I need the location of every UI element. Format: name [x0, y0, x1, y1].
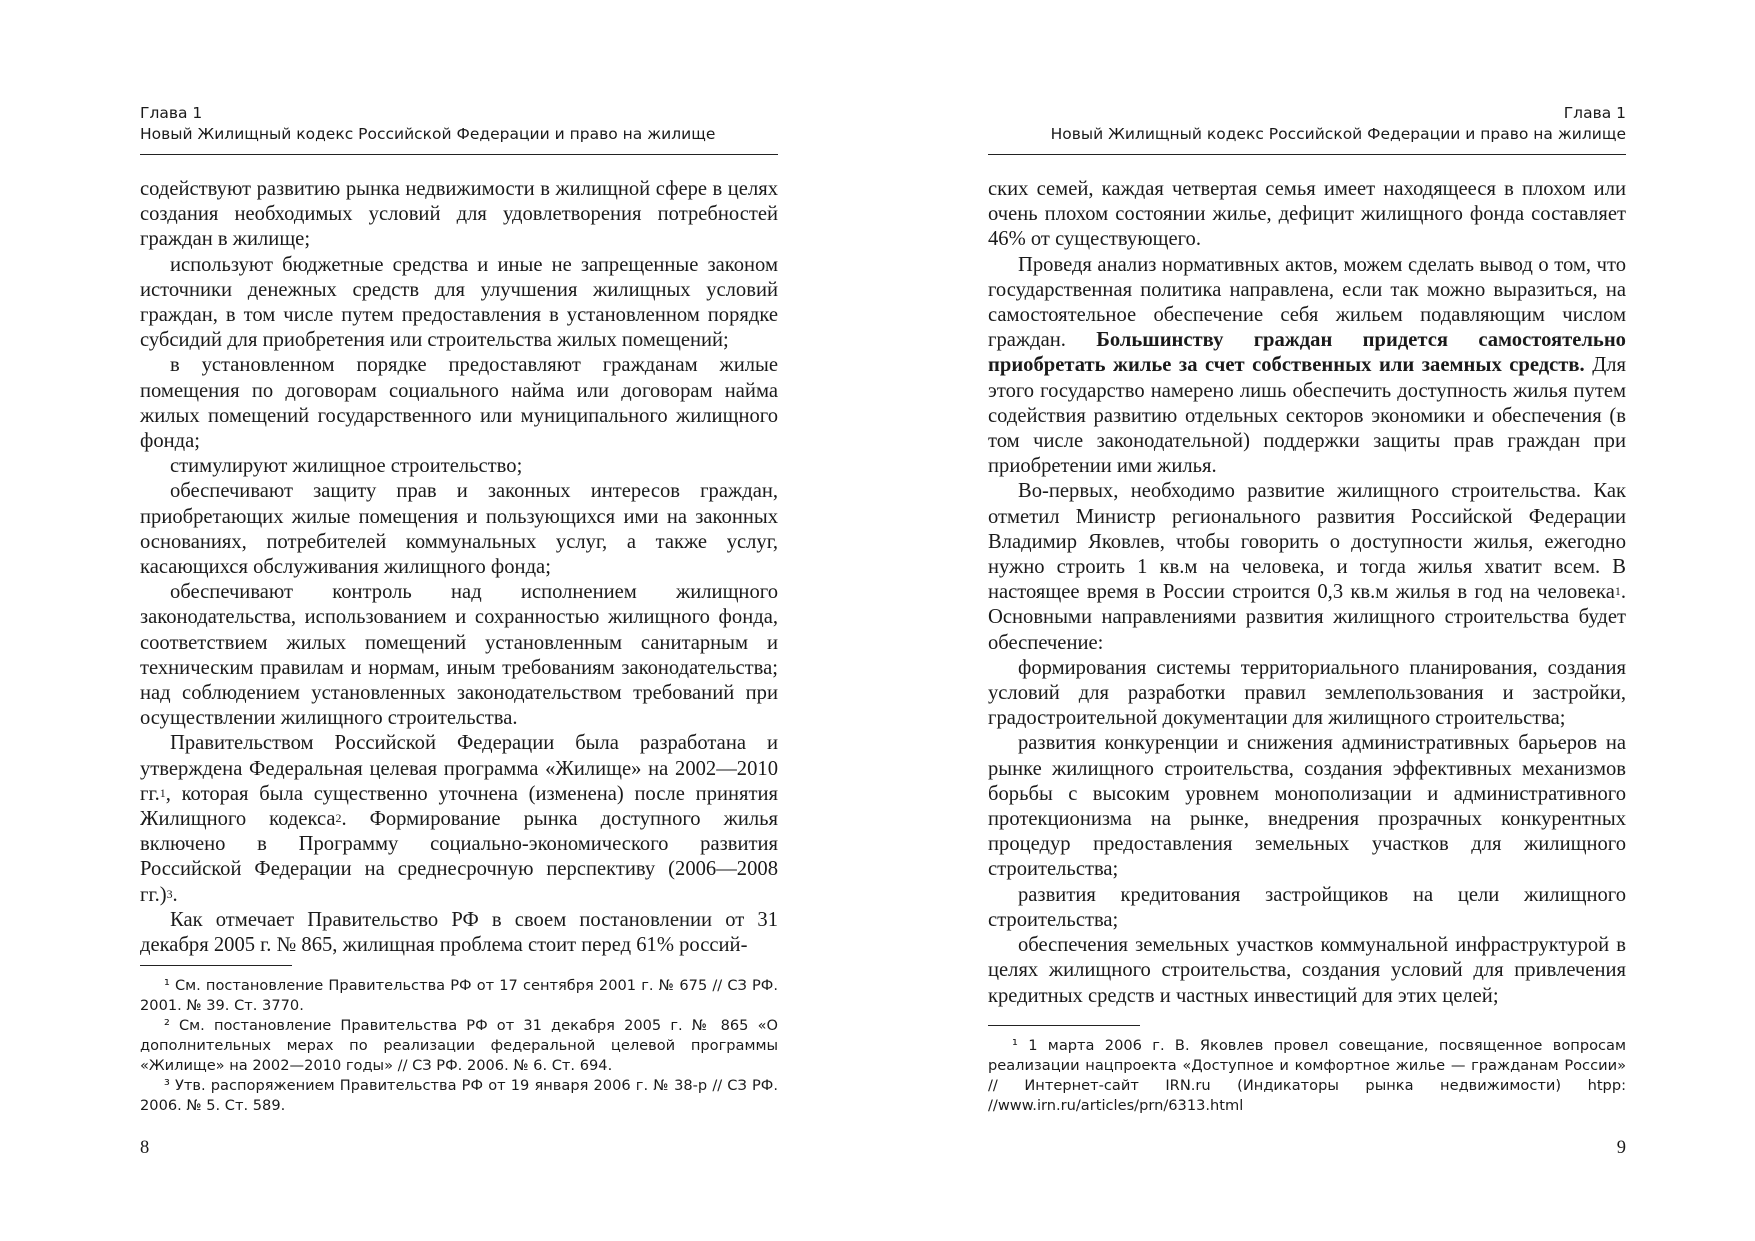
paragraph: используют бюджетные средства и иные не запрещенные законом источники денежных средств для улучшения жилищных условий граждан, в том числе путем предоставления в установленном порядке субсидий для приобретения или строительства жилых помещений;	[140, 253, 778, 352]
paragraph-analysis: Проведя анализ нормативных актов, можем сделать вывод о том, что государственная политика направлена, если так можно выразиться, на самостоятельное обеспечение себя жильем подавляющим числом граждан. Большинству граждан придется самостоятельно приобретать жилье за счет собственных или заемных средств. Для этого государство намерено лишь обеспечить доступность жилья путем содействия развитию отдельных секторов экономики и обеспечения (в том числе законодательной) поддержки защиты прав граждан при приобретении ими жилья.	[988, 253, 1626, 478]
footnotes	[140, 976, 778, 1116]
footnote-rule	[140, 965, 292, 966]
page-number: 8	[140, 1138, 150, 1158]
list-paragraph: формирования системы территориального планирования, создания условий для разработки правил землепользования и застройки, градостроительной документации для жилищного строительства;	[988, 656, 1626, 730]
list-paragraph: развития конкуренции и снижения административных барьеров на рынке жилищного строительства, создания эффективных механизмов борьбы с высоким уровнем монополизации и административного протекционизма на рынке, внедрения прозрачных конкурентных процедур предоставления земельных участков для жилищного строительства;	[988, 732, 1626, 881]
footnote: ¹ 1 марта 2006 г. В. Яковлев провел совещание, посвященное вопросам реализации нацпроекта «Доступное и комфортное жилье — гражданам России» // Интернет-сайт IRN.ru (Индикаторы рынка недвижимости) htpp: //www.irn.ru/articles/prn/6313.html	[988, 1037, 1626, 1114]
chapter-label: Глава 1	[1563, 104, 1626, 122]
body-text	[988, 177, 1626, 1009]
chapter-label: Глава 1	[140, 104, 203, 122]
footnote-ref: 1	[1614, 584, 1621, 599]
footnote-rule	[988, 1025, 1140, 1026]
emphasis-text: Большинству граждан придется самостоятельно приобретать жилье за счет собственных или заемных средств.	[988, 329, 1626, 377]
header-rule	[988, 154, 1626, 155]
paragraph-government-program: Правительством Российской Федерации была разработана и утверждена Федеральная целевая программа «Жилище» на 2002—2010 гг.$^1$, которая была существенно уточнена (изменена) после принятия Жилищного кодекса$^2$. Формирование рынка доступного жилья включено в Программу социально-экономического развития Российской Федерации на среднесрочную перспективу (2006—2008 гг.)$^3$.	[140, 732, 778, 906]
body-text	[140, 177, 778, 958]
paragraph: Как отмечает Правительство РФ в своем постановлении от 31 декабря 2005 г. № 865, жилищная проблема стоит перед 61% россий-	[140, 908, 778, 957]
paragraph: в установленном порядке предоставляют гражданам жилые помещения по договорам социального найма или договорам найма жилых помещений государственного или муниципального жилищного фонда;	[140, 354, 778, 453]
footnote-ref: 3	[166, 886, 173, 901]
list-paragraph: развития кредитования застройщиков на цели жилищного строительства;	[988, 883, 1626, 931]
paragraph: стимулируют жилищное строительство;	[170, 455, 523, 478]
paragraph-first-point: Во-первых, необходимо развитие жилищного строительства. Как отметил Министр регионального развития Российской Федерации Владимир Яковлев, чтобы говорить о доступности жилья, ежегодно нужно строить 1 кв.м на человека, и тогда жилья хватит всем. В настоящее время в России строится 0,3 кв.м жилья в год на человека$^1$. Основными направлениями развития жилищного строительства будет обеспечение:	[988, 480, 1626, 654]
paragraph: обеспечивают защиту прав и законных интересов граждан, приобретающих жилые помещения и пользующихся ими на законных основаниях, потребителей коммунальных услуг, а также услуг, касающихся обслуживания жилищного фонда;	[140, 480, 778, 579]
footnotes	[988, 1036, 1626, 1116]
chapter-title: Новый Жилищный кодекс Российской Федерации и право на жилище	[1050, 124, 1626, 143]
footnote-ref: 2	[335, 811, 342, 826]
list-paragraph: обеспечения земельных участков коммунальной инфраструктурой в целях жилищного строительства, создания условий для привлечения кредитных средств и частных инвестиций для этих целей;	[988, 934, 1626, 1007]
header-rule	[140, 154, 778, 155]
running-header	[988, 103, 1626, 144]
paragraph: ских семей, каждая четвертая семья имеет находящееся в плохом или очень плохом состоянии жилье, дефицит жилищного фонда составляет 46% от существующего.	[988, 178, 1626, 251]
footnote: ¹ См. постановление Правительства РФ от 17 сентября 2001 г. № 675 // СЗ РФ. 2001. № 39. Ст. 3770.	[140, 977, 778, 1014]
paragraph: содействуют развитию рынка недвижимости в жилищной сфере в целях создания необходимых условий для удовлетворения потребностей граждан в жилище;	[140, 178, 778, 251]
paragraph: обеспечивают контроль над исполнением жилищного законодательства, использованием и сохранностью жилищного фонда, соответствием жилых помещений установленным санитарным и техническим правилам и нормам, иным требованиям законодательства; над соблюдением установленных законодательством требований при осуществлении жилищного строительства.	[140, 581, 778, 730]
footnote: ³ Утв. распоряжением Правительства РФ от 19 января 2006 г. № 38-р // СЗ РФ. 2006. № 5. Ст. 589.	[140, 1077, 778, 1114]
page-number: 9	[1616, 1138, 1626, 1158]
footnote: ² См. постановление Правительства РФ от 31 декабря 2005 г. № 865 «О дополнительных мерах по реализации федеральной целевой программы «Жилище» на 2002—2010 годы» // СЗ РФ. 2006. № 6. Ст. 694.	[140, 1017, 778, 1074]
running-header	[140, 103, 778, 144]
chapter-title: Новый Жилищный кодекс Российской Федерации и право на жилище	[140, 124, 716, 143]
footnote-ref: 1	[159, 785, 166, 800]
